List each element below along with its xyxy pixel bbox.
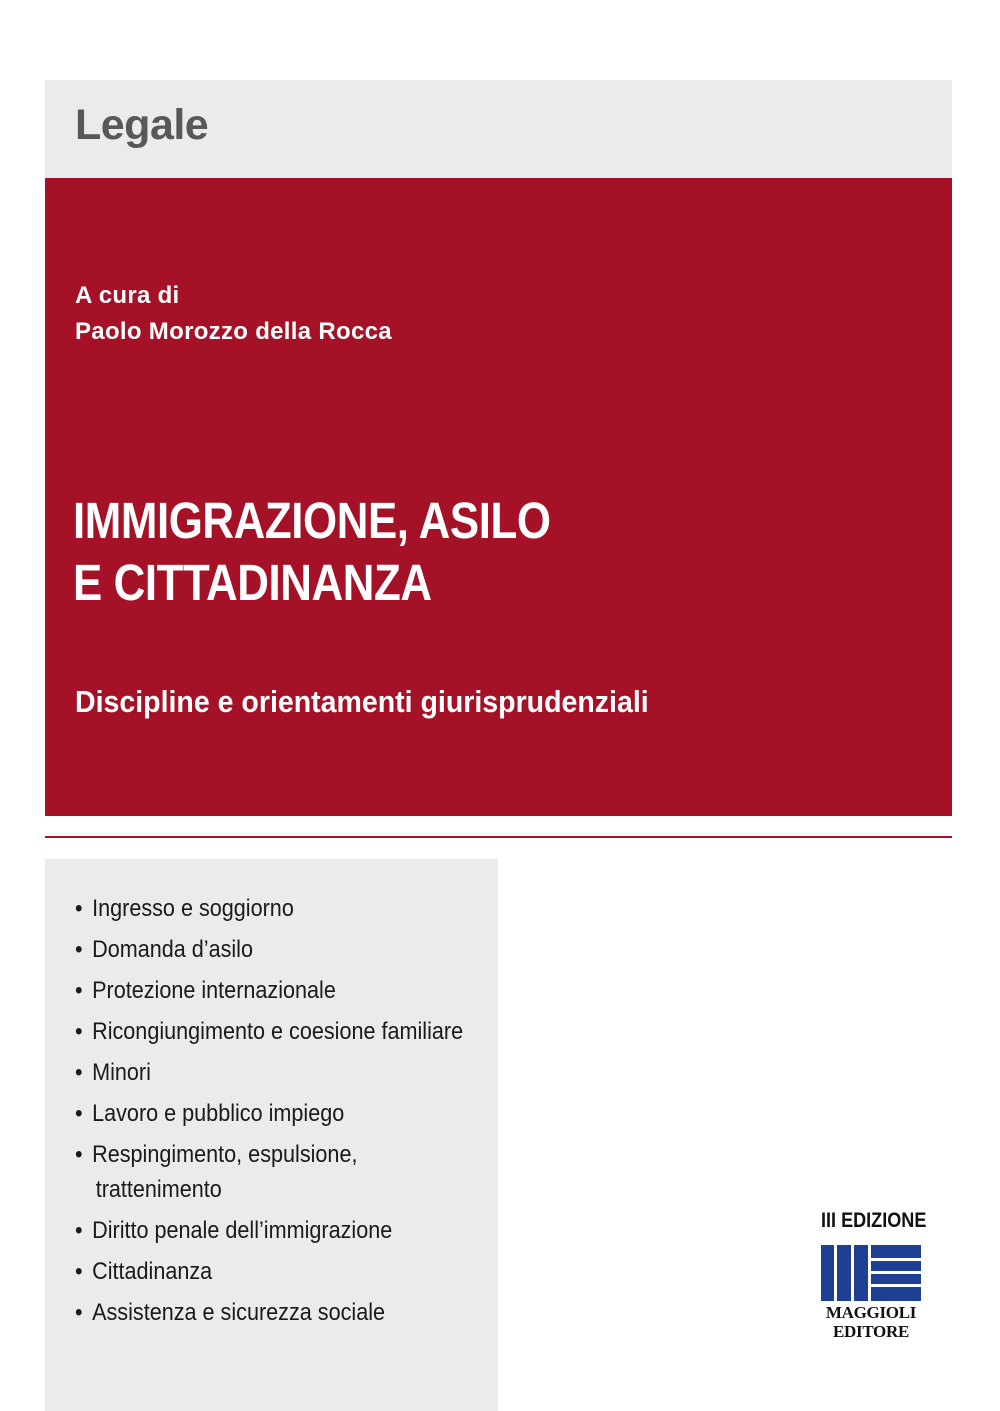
- bullet-icon: •: [75, 1141, 83, 1168]
- topic-text: Ingresso e soggiorno: [92, 895, 294, 922]
- topic-text-continuation: trattenimento: [95, 1176, 222, 1203]
- series-band: [45, 80, 952, 178]
- bullet-icon: •: [75, 1258, 83, 1285]
- topic-item: [75, 973, 463, 1008]
- topic-text: Respingimento, espulsione,: [92, 1141, 358, 1168]
- topic-item: [75, 891, 463, 926]
- curator-prefix: A cura di: [75, 282, 180, 309]
- divider-line: [45, 836, 952, 838]
- topic-item: [75, 1096, 463, 1131]
- topics-list: [75, 891, 506, 1336]
- bullet-icon: •: [75, 1018, 83, 1045]
- series-label: Legale: [75, 101, 209, 149]
- publisher-suffix: EDITORE: [832, 1322, 909, 1341]
- topic-text: Assistenza e sicurezza sociale: [92, 1299, 386, 1326]
- bullet-icon: •: [75, 1299, 83, 1326]
- book-title-line-1: IMMIGRAZIONE, ASILO: [73, 492, 551, 549]
- bullet-icon: •: [75, 977, 83, 1004]
- bullet-icon: •: [75, 1100, 83, 1127]
- curator-name: Paolo Morozzo della Rocca: [75, 318, 392, 345]
- book-title-line-2: E CITTADINANZA: [73, 554, 432, 611]
- topic-text: Ricongiungimento e coesione familiare: [92, 1018, 464, 1045]
- maggioli-logo-icon: [821, 1243, 921, 1303]
- topic-item: [75, 1254, 463, 1289]
- bullet-icon: •: [75, 895, 83, 922]
- topic-item: [75, 1014, 463, 1049]
- book-title: [73, 490, 551, 614]
- topic-item: [75, 1055, 463, 1090]
- topic-text: Domanda d’asilo: [92, 936, 254, 963]
- topic-text: Protezione internazionale: [92, 977, 336, 1004]
- publisher-logo: [821, 1243, 921, 1343]
- topic-item: [75, 1137, 380, 1207]
- topic-text: Cittadinanza: [92, 1258, 213, 1285]
- bullet-icon: •: [75, 1217, 83, 1244]
- bullet-icon: •: [75, 936, 83, 963]
- topic-item: [75, 1213, 463, 1248]
- title-panel: [45, 178, 952, 816]
- bullet-icon: •: [75, 1059, 83, 1086]
- book-subtitle: Discipline e orientamenti giurisprudenziali: [75, 684, 649, 719]
- topic-item: [75, 932, 463, 967]
- topic-text: Lavoro e pubblico impiego: [92, 1100, 345, 1127]
- topics-panel: [45, 859, 498, 1411]
- topic-text: Diritto penale dell’immigrazione: [92, 1217, 393, 1244]
- topic-text: Minori: [92, 1059, 151, 1086]
- publisher-name: MAGGIOLI: [825, 1303, 917, 1322]
- topic-item: [75, 1295, 463, 1330]
- edition-label: III EDIZIONE: [821, 1209, 927, 1232]
